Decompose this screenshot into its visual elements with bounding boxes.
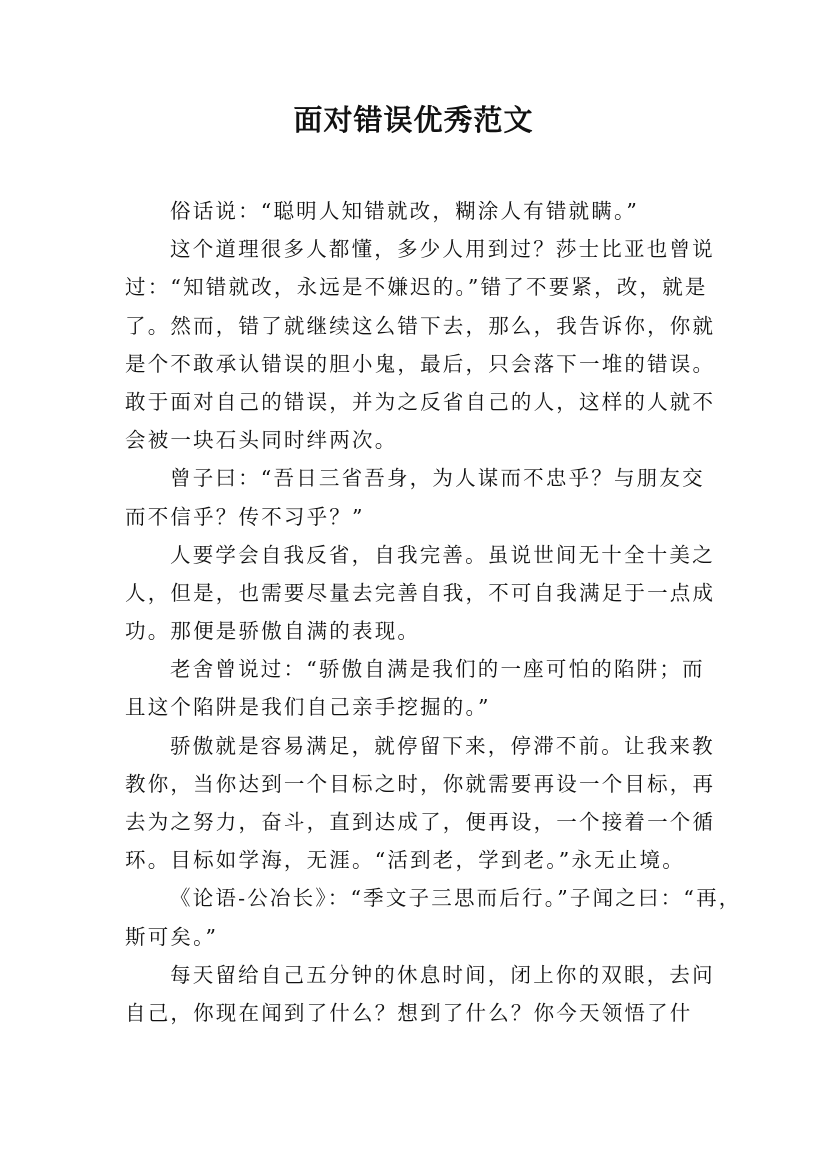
text-line: 且这个陷阱是我们自己亲手挖掘的。” <box>125 695 491 720</box>
text-line: 曾子曰：“吾日三省吾身，为人谋而不忠乎？与朋友交 <box>170 466 705 491</box>
text-line: 了。然而，错了就继续这么错下去，那么，我告诉你，你就 <box>125 313 716 338</box>
text-line: 每天留给自己五分钟的休息时间，闭上你的双眼，去问 <box>170 962 715 987</box>
text-line: 是个不敢承认错误的胆小鬼，最后，只会落下一堆的错误。 <box>125 351 716 376</box>
text-line: 敢于面对自己的错误，并为之反省自己的人，这样的人就不 <box>125 389 716 414</box>
text-line: 《论语-公冶长》：“季文子三思而后行。”子闻之曰：“再， <box>170 886 742 911</box>
text-line: 环。目标如学海，无涯。“活到老，学到老。”永无止境。 <box>125 848 685 873</box>
text-line: 人，但是，也需要尽量去完善自我，不可自我满足于一点成 <box>125 580 716 605</box>
text-line: 俗话说：“聪明人知错就改，糊涂人有错就瞒。” <box>170 199 640 223</box>
text-line: 这个道理很多人都懂，多少人用到过？莎士比亚也曾说 <box>170 237 715 262</box>
text-line: 老舍曾说过：“骄傲自满是我们的一座可怕的陷阱；而 <box>170 657 705 682</box>
document-title: 面对错误优秀范文 <box>293 103 534 137</box>
document-body <box>125 192 742 1032</box>
text-line: 教你，当你达到一个目标之时，你就需要再设一个目标，再 <box>125 771 716 796</box>
text-line: 而不信乎？传不习乎？” <box>125 504 365 529</box>
text-line: 斯可矣。” <box>125 924 219 949</box>
text-line: 会被一块石头同时绊两次。 <box>125 428 398 453</box>
text-line: 功。那便是骄傲自满的表现。 <box>125 619 421 644</box>
text-line: 骄傲就是容易满足，就停留下来，停滞不前。让我来教 <box>170 733 715 758</box>
text-line: 去为之努力，奋斗，直到达成了，便再设，一个接着一个循 <box>125 810 716 834</box>
text-line: 人要学会自我反省，自我完善。虽说世间无十全十美之 <box>170 542 715 567</box>
text-line: 过：“知错就改，永远是不嫌迟的。”错了不要紧，改，就是 <box>125 275 708 300</box>
text-line: 自己，你现在闻到了什么？想到了什么？你今天领悟了什 <box>125 1000 693 1025</box>
